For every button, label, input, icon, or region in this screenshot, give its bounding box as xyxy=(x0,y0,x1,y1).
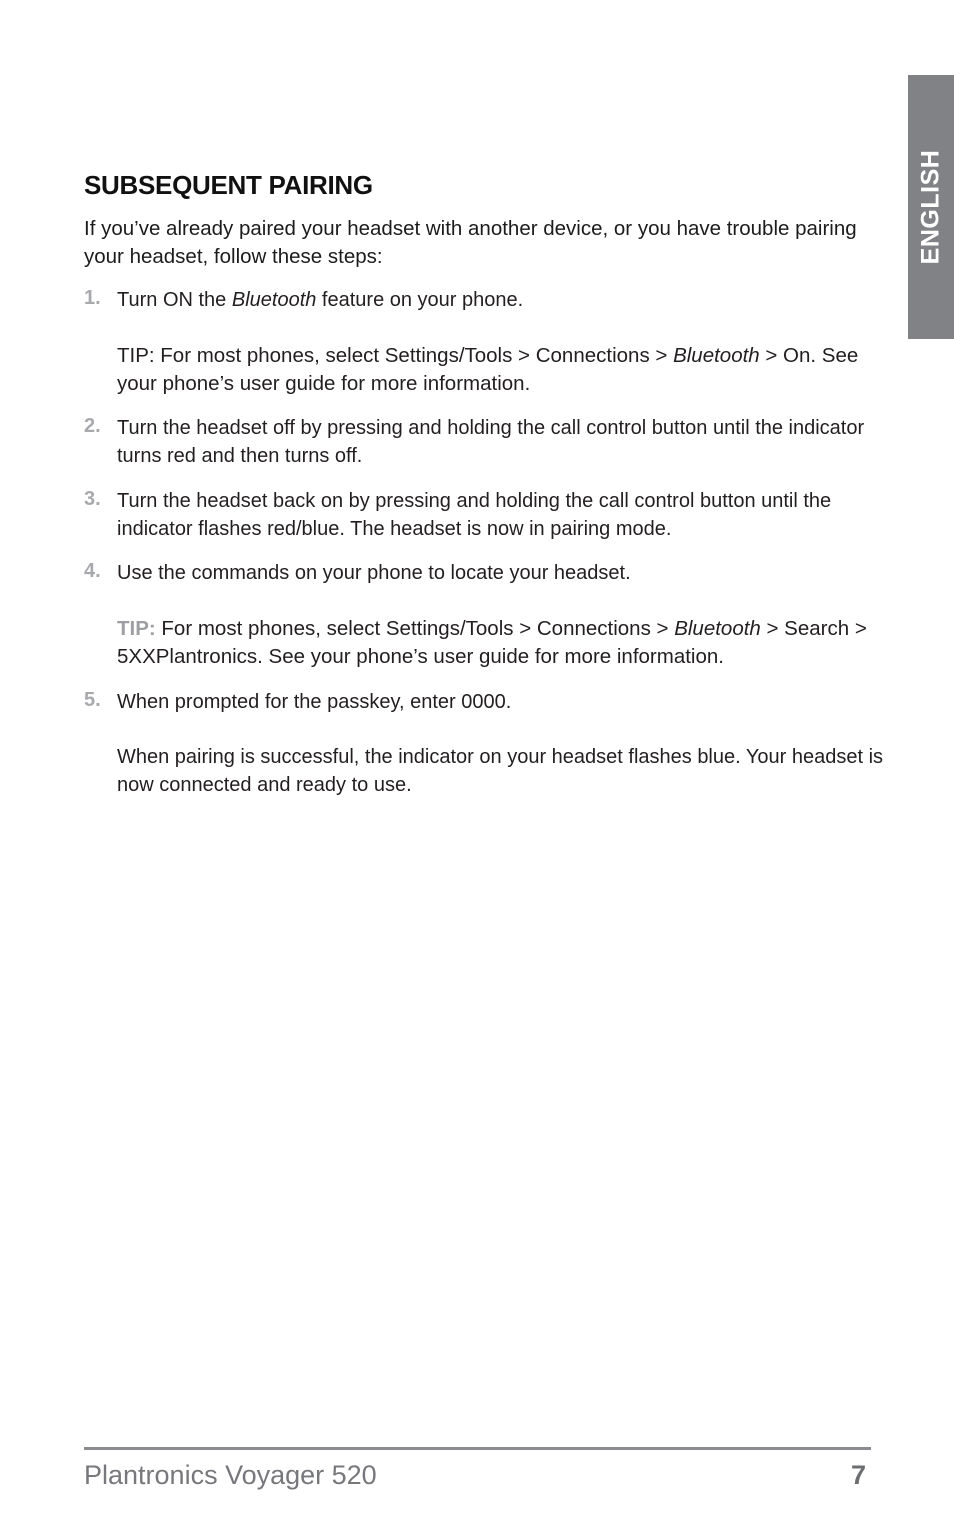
page-number: 7 xyxy=(851,1460,867,1490)
step-tip: TIP: For most phones, select Settings/Tools > Connections > Bluetooth > On. See your phone’s user guide for more information. xyxy=(117,344,859,395)
step-note: When pairing is successful, the indicator on your headset flashes blue. Your headset is now connected and ready to use. xyxy=(117,746,884,796)
step-number: 2. xyxy=(84,415,101,437)
section-intro: If you’ve already paired your headset with another device, or you have trouble pairing your headset, follow these steps: xyxy=(84,217,857,268)
step-text: Turn the headset off by pressing and holding the call control button until the indicator turns red and then turns off. xyxy=(117,417,865,467)
step-text: When prompted for the passkey, enter 0000. xyxy=(117,691,512,713)
footer-title: Plantronics Voyager 520 xyxy=(84,1460,377,1490)
section-title: SUBSEQUENT PAIRING xyxy=(84,170,373,200)
tip-label: TIP: xyxy=(117,617,156,640)
step-number: 1. xyxy=(84,287,101,309)
step-number: 5. xyxy=(84,689,101,711)
step-tip: TIP: For most phones, select Settings/Tools > Connections > Bluetooth > Search > 5XXPlantronics. See your phone’s user guide for more information. xyxy=(117,617,867,668)
step-number: 3. xyxy=(84,488,101,510)
language-tab-label: ENGLISH xyxy=(916,149,945,265)
step-number: 4. xyxy=(84,560,101,582)
footer-divider xyxy=(84,1447,871,1450)
step-text: Use the commands on your phone to locate your headset. xyxy=(117,562,631,584)
step-text: Turn ON the Bluetooth feature on your phone. xyxy=(117,289,524,311)
language-tab xyxy=(908,75,954,339)
step-text: Turn the headset back on by pressing and holding the call control button until the indicator flashes red/blue. The headset is now in pairing mode. xyxy=(117,490,832,540)
